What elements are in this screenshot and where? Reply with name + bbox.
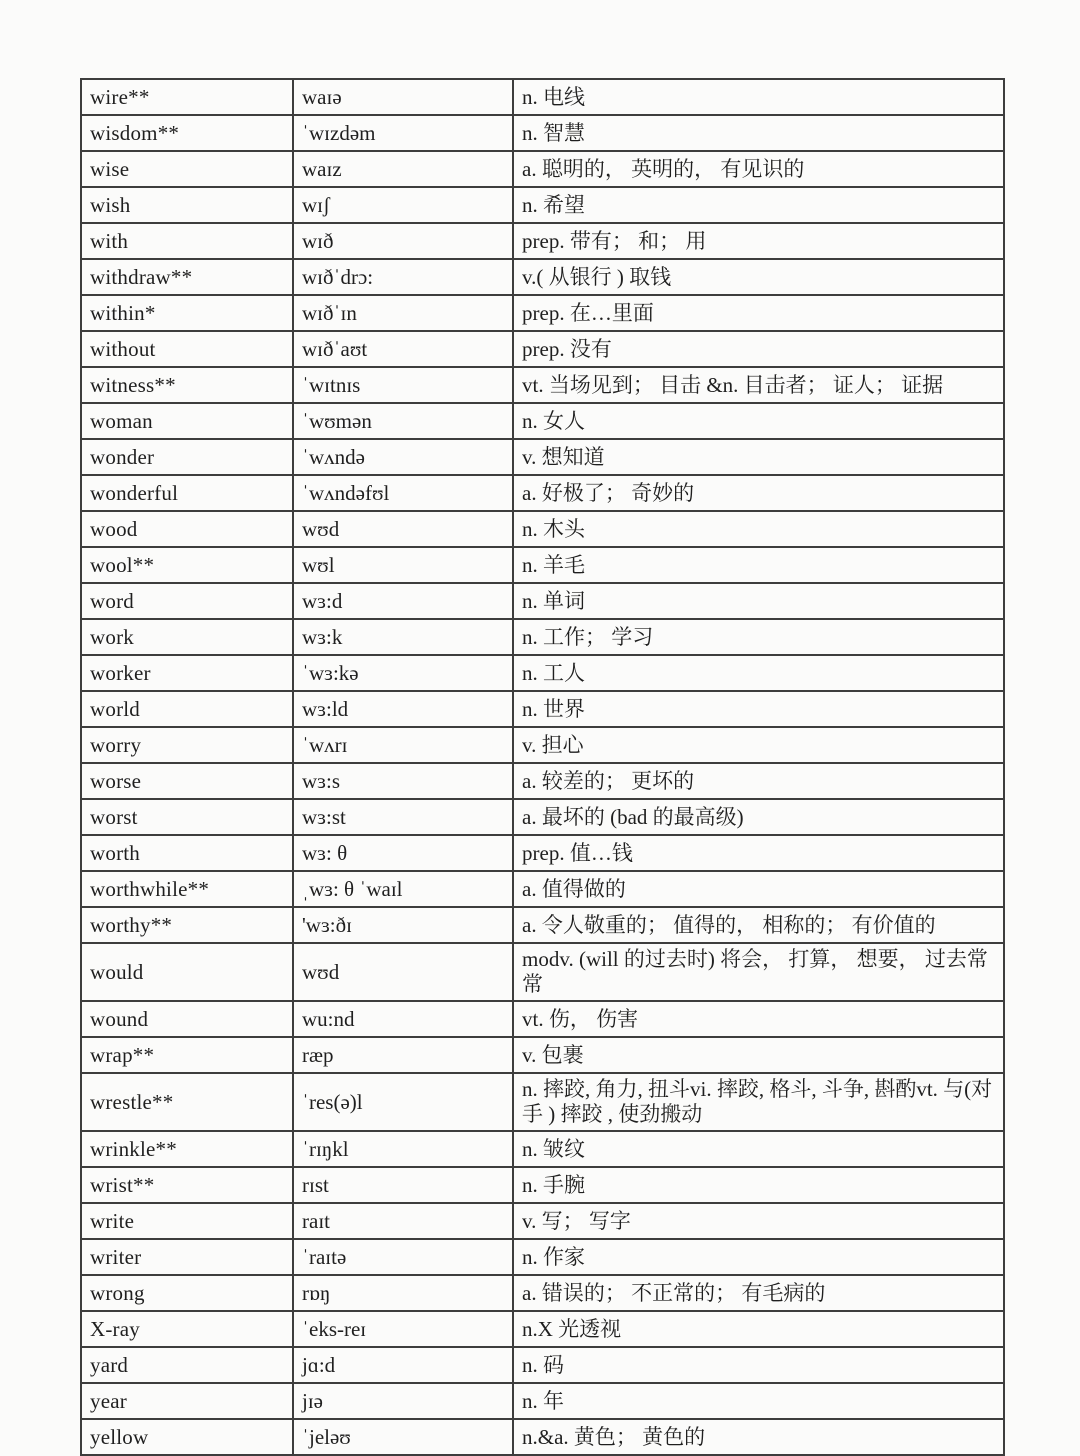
meaning-cell: modv. (will 的过去时) 将会， 打算， 想要， 过去常常: [513, 943, 1004, 1001]
word-cell: woman: [81, 403, 293, 439]
meaning-cell: vt. 当场见到； 目击 &n. 目击者； 证人； 证据: [513, 367, 1004, 403]
phonetic-cell: waɪə: [293, 79, 513, 115]
word-cell: worthwhile**: [81, 871, 293, 907]
word-cell: without: [81, 331, 293, 367]
phonetic-cell: ˈjeləʊ: [293, 1419, 513, 1455]
table-row: [81, 1383, 1004, 1419]
meaning-cell: n. 摔跤, 角力, 扭斗vi. 摔跤, 格斗, 斗争, 斟酌vt. 与(对手 ) 摔跤 , 使劲搬动: [513, 1073, 1004, 1131]
meaning-cell: a. 值得做的: [513, 871, 1004, 907]
phonetic-cell: ˈeks-reɪ: [293, 1311, 513, 1347]
meaning-cell: v. 担心: [513, 727, 1004, 763]
table-row: [81, 907, 1004, 943]
table-row: [81, 799, 1004, 835]
word-cell: yellow: [81, 1419, 293, 1455]
phonetic-cell: wɪðˈɪn: [293, 295, 513, 331]
word-cell: withdraw**: [81, 259, 293, 295]
table-row: [81, 511, 1004, 547]
meaning-cell: n. 单词: [513, 583, 1004, 619]
table-row: [81, 367, 1004, 403]
word-cell: worthy**: [81, 907, 293, 943]
word-cell: wool**: [81, 547, 293, 583]
phonetic-cell: wʊd: [293, 943, 513, 1001]
phonetic-cell: ˈrɪŋkl: [293, 1131, 513, 1167]
table-row: [81, 655, 1004, 691]
table-row: [81, 259, 1004, 295]
phonetic-cell: rɪst: [293, 1167, 513, 1203]
meaning-cell: v. 想知道: [513, 439, 1004, 475]
meaning-cell: prep. 没有: [513, 331, 1004, 367]
table-row: [81, 835, 1004, 871]
phonetic-cell: ˈwɪzdəm: [293, 115, 513, 151]
phonetic-cell: ˈwʌndə: [293, 439, 513, 475]
phonetic-cell: 'wɜ:ðɪ: [293, 907, 513, 943]
phonetic-cell: wɜ:s: [293, 763, 513, 799]
vocabulary-table-body: [81, 79, 1004, 1455]
phonetic-cell: wɜ:d: [293, 583, 513, 619]
word-cell: X-ray: [81, 1311, 293, 1347]
meaning-cell: n. 木头: [513, 511, 1004, 547]
phonetic-cell: wɜ:ld: [293, 691, 513, 727]
meaning-cell: a. 好极了； 奇妙的: [513, 475, 1004, 511]
table-row: [81, 1275, 1004, 1311]
table-row: [81, 1419, 1004, 1455]
phonetic-cell: jɑ:d: [293, 1347, 513, 1383]
phonetic-cell: ˈwʌrɪ: [293, 727, 513, 763]
table-row: [81, 115, 1004, 151]
phonetic-cell: ˌwɜ: θ ˈwaɪl: [293, 871, 513, 907]
word-cell: wonder: [81, 439, 293, 475]
meaning-cell: n. 工作； 学习: [513, 619, 1004, 655]
word-cell: wisdom**: [81, 115, 293, 151]
word-cell: worst: [81, 799, 293, 835]
word-cell: within*: [81, 295, 293, 331]
meaning-cell: prep. 带有； 和； 用: [513, 223, 1004, 259]
phonetic-cell: waɪz: [293, 151, 513, 187]
phonetic-cell: wɪðˈdrɔ:: [293, 259, 513, 295]
meaning-cell: n.X 光透视: [513, 1311, 1004, 1347]
table-row: [81, 79, 1004, 115]
word-cell: wire**: [81, 79, 293, 115]
meaning-cell: n. 电线: [513, 79, 1004, 115]
table-row: [81, 187, 1004, 223]
phonetic-cell: ˈwɜ:kə: [293, 655, 513, 691]
meaning-cell: n. 世界: [513, 691, 1004, 727]
word-cell: year: [81, 1383, 293, 1419]
word-cell: yard: [81, 1347, 293, 1383]
phonetic-cell: raɪt: [293, 1203, 513, 1239]
phonetic-cell: jɪə: [293, 1383, 513, 1419]
table-row: [81, 1203, 1004, 1239]
meaning-cell: n. 年: [513, 1383, 1004, 1419]
word-cell: wood: [81, 511, 293, 547]
meaning-cell: prep. 在…里面: [513, 295, 1004, 331]
table-row: [81, 151, 1004, 187]
table-row: [81, 403, 1004, 439]
vocabulary-table: [80, 78, 1005, 1456]
meaning-cell: v.( 从银行 ) 取钱: [513, 259, 1004, 295]
phonetic-cell: wu:nd: [293, 1001, 513, 1037]
meaning-cell: a. 错误的； 不正常的； 有毛病的: [513, 1275, 1004, 1311]
phonetic-cell: rɒŋ: [293, 1275, 513, 1311]
phonetic-cell: ˈraɪtə: [293, 1239, 513, 1275]
table-row: [81, 1001, 1004, 1037]
word-cell: wise: [81, 151, 293, 187]
table-row: [81, 619, 1004, 655]
table-row: [81, 295, 1004, 331]
word-cell: worry: [81, 727, 293, 763]
meaning-cell: n. 作家: [513, 1239, 1004, 1275]
meaning-cell: n. 希望: [513, 187, 1004, 223]
table-row: [81, 1037, 1004, 1073]
word-cell: would: [81, 943, 293, 1001]
phonetic-cell: wɜ:st: [293, 799, 513, 835]
meaning-cell: n. 女人: [513, 403, 1004, 439]
table-row: [81, 727, 1004, 763]
word-cell: wrestle**: [81, 1073, 293, 1131]
word-cell: with: [81, 223, 293, 259]
table-row: [81, 583, 1004, 619]
meaning-cell: n. 皱纹: [513, 1131, 1004, 1167]
table-row: [81, 763, 1004, 799]
phonetic-cell: wʊd: [293, 511, 513, 547]
word-cell: world: [81, 691, 293, 727]
meaning-cell: n.&a. 黄色； 黄色的: [513, 1419, 1004, 1455]
word-cell: worth: [81, 835, 293, 871]
meaning-cell: a. 聪明的， 英明的， 有见识的: [513, 151, 1004, 187]
table-row: [81, 223, 1004, 259]
phonetic-cell: ræp: [293, 1037, 513, 1073]
table-row: [81, 871, 1004, 907]
table-row: [81, 691, 1004, 727]
meaning-cell: n. 手腕: [513, 1167, 1004, 1203]
table-row: [81, 1239, 1004, 1275]
meaning-cell: n. 智慧: [513, 115, 1004, 151]
word-cell: wish: [81, 187, 293, 223]
meaning-cell: a. 最坏的 (bad 的最高级): [513, 799, 1004, 835]
word-cell: wrap**: [81, 1037, 293, 1073]
phonetic-cell: wɜ:k: [293, 619, 513, 655]
phonetic-cell: wɜ: θ: [293, 835, 513, 871]
phonetic-cell: ˈres(ə)l: [293, 1073, 513, 1131]
table-row: [81, 475, 1004, 511]
word-cell: worse: [81, 763, 293, 799]
word-cell: write: [81, 1203, 293, 1239]
word-cell: worker: [81, 655, 293, 691]
table-row: [81, 1131, 1004, 1167]
word-cell: wrist**: [81, 1167, 293, 1203]
table-row: [81, 943, 1004, 1001]
table-row: [81, 1311, 1004, 1347]
table-row: [81, 1347, 1004, 1383]
meaning-cell: vt. 伤， 伤害: [513, 1001, 1004, 1037]
phonetic-cell: wʊl: [293, 547, 513, 583]
table-row: [81, 331, 1004, 367]
meaning-cell: prep. 值…钱: [513, 835, 1004, 871]
word-cell: work: [81, 619, 293, 655]
word-cell: word: [81, 583, 293, 619]
phonetic-cell: ˈwɪtnɪs: [293, 367, 513, 403]
table-row: [81, 1073, 1004, 1131]
table-row: [81, 547, 1004, 583]
word-cell: wound: [81, 1001, 293, 1037]
table-row: [81, 1167, 1004, 1203]
phonetic-cell: wɪʃ: [293, 187, 513, 223]
meaning-cell: a. 较差的； 更坏的: [513, 763, 1004, 799]
phonetic-cell: wɪð: [293, 223, 513, 259]
meaning-cell: n. 工人: [513, 655, 1004, 691]
word-cell: writer: [81, 1239, 293, 1275]
table-row: [81, 439, 1004, 475]
phonetic-cell: ˈwʊmən: [293, 403, 513, 439]
word-cell: wonderful: [81, 475, 293, 511]
word-cell: wrinkle**: [81, 1131, 293, 1167]
phonetic-cell: ˈwʌndəfʊl: [293, 475, 513, 511]
meaning-cell: n. 码: [513, 1347, 1004, 1383]
meaning-cell: n. 羊毛: [513, 547, 1004, 583]
meaning-cell: a. 令人敬重的； 值得的， 相称的； 有价值的: [513, 907, 1004, 943]
word-cell: wrong: [81, 1275, 293, 1311]
word-cell: witness**: [81, 367, 293, 403]
phonetic-cell: wɪðˈaʊt: [293, 331, 513, 367]
meaning-cell: v. 包裹: [513, 1037, 1004, 1073]
meaning-cell: v. 写； 写字: [513, 1203, 1004, 1239]
